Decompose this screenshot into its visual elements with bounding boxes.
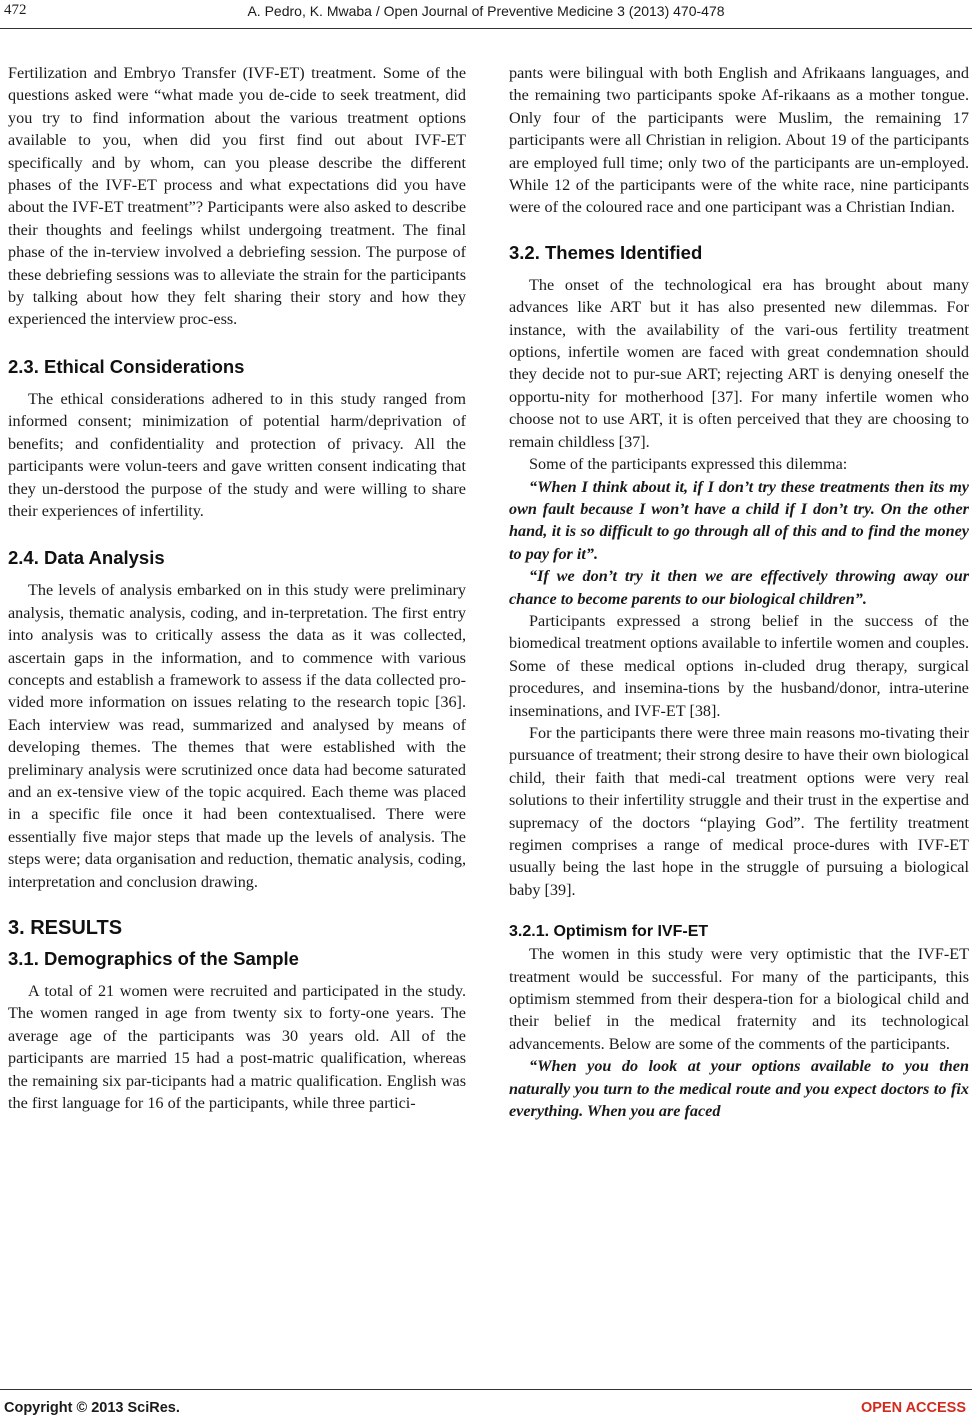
header-rule	[0, 28, 972, 29]
paragraph: The levels of analysis embarked on in this study were preliminary analysis, thematic analysis, coding, and in-terpretation. The first entry into analysis was to critically assess the data as it was collected, ascertain gaps in the information, and to commence with various concepts and establish a framework to assess if the data collected pro-vided more information on issues relating to the research topic [36]. Each interview was read, summarized and analysed by means of developing themes. The themes that were established with the preliminary analysis were scrutinized once data had become saturated and an ex-tensive view of the topic acquired. Each theme was placed in a specific file once it had been contextualised. There were essentially five major steps that made up the levels of analysis. The steps were; data organisation and reduction, thematic analysis, coding, interpretation and conclusion drawing.	[8, 581, 466, 891]
paragraph: The women in this study were very optimistic that the IVF-ET treatment would be successful. For many of the participants, this optimism stemmed from their despera-tion for a biological child and their belief in the medical fraternity and its technological advancements. Below are some of the comments of the participants.	[509, 945, 969, 1053]
section-heading-results: 3. RESULTS	[8, 917, 123, 939]
participant-quote: “When you do look at your options available to you then naturally you turn to the medical route and you expect doctors to fix everything. When you are faced	[509, 1057, 969, 1121]
left-column	[8, 62, 466, 1114]
right-column	[509, 62, 969, 1122]
participant-quote: “When I think about it, if I don’t try these treatments then its my own fault because I won’t have a child if I don’t try. On the other hand, it is so difficult to go through all of this and to find the money to pay for it”.	[509, 477, 969, 563]
section-heading-ethics: 2.3. Ethical Considerations	[8, 355, 245, 377]
paragraph: Participants expressed a strong belief in the success of the biomedical treatment options available to infertile women and couples. Some of these medical options in-cluded drug therapy, surgical procedures, and insemina-tions by the husband/donor, intra-uterine inseminations, and IVF-ET [38].	[509, 611, 969, 720]
section-heading-demographics: 3.1. Demographics of the Sample	[8, 948, 299, 969]
page-header	[0, 0, 972, 34]
paragraph: The onset of the technological era has brought about many advances like ART but it has also presented new dilemmas. For instance, with the availability of the vari-ous fertility treatment options, infertile women are faced with great condemnation should they decide not to pur-sue ART; rejecting ART is denying oneself the opportu-nity for motherhood [37]. For many infertile women who choose not to use ART, it is often perceived that they are choosing to remain childless [37].	[509, 275, 969, 451]
page-number: 472	[4, 2, 27, 18]
paragraph: For the participants there were three main reasons mo-tivating their pursuance of treatment; their strong desire to have their own biological child, their faith that medi-cal treatment options were very real solutions to their infertility struggle and their trust in the expertise and supremacy of the doctors “playing God”. The fertility treatment regimen comprises a range of medical proce-dures with IVF-ET usually being the last hope in the struggle of pursuing a biological baby [39].	[509, 723, 969, 899]
open-access-label: OPEN ACCESS	[860, 1400, 966, 1416]
paragraph: The ethical considerations adhered to in this study ranged from informed consent; minimization of potential harm/deprivation of benefits; and confidentiality and protection of privacy. All the participants were volun-teers and gave written consent indicating that they un-derstood the purpose of the study and were willing to share their experiences of infertility.	[8, 389, 466, 520]
copyright-notice: Copyright © 2013 SciRes.	[4, 1400, 180, 1416]
running-head: A. Pedro, K. Mwaba / Open Journal of Preventive Medicine 3 (2013) 470-478	[247, 3, 725, 19]
paragraph: Some of the participants expressed this dilemma:	[529, 455, 848, 474]
paragraph: A total of 21 women were recruited and participated in the study. The women ranged in age from twenty six to forty-one years. The average age of the participants was 30 years old. All of the participants are married 15 had a post-matric qualification, whereas the remaining six par-ticipants had a matric qualification. English was the first language for 16 of the participants, while three partici-	[8, 982, 466, 1113]
footer-rule	[0, 1389, 972, 1390]
page-footer	[0, 1389, 972, 1419]
participant-quote: “If we don’t try it then we are effectively throwing away our chance to become parents to our biological children”.	[509, 567, 969, 608]
section-heading-themes: 3.2. Themes Identified	[509, 241, 703, 263]
paragraph: Fertilization and Embryo Transfer (IVF-ET) treatment. Some of the questions asked were “what made you de-cide to seek treatment, did you try to find information about the various treatment options available to you, when did you first find out about IVF-ET specifically and by whom, can you please describe the different phases of the IVF-ET process and what expectations did you have about the IVF-ET treatment”? Participants were also asked to describe their thoughts and feelings whilst undergoing treatment. The final phase of the in-terview involved a debriefing session. The purpose of these debriefing sessions was to alleviate the strain for the participants by talking about how they felt sharing their story and how they experienced the interview proc-ess.	[8, 64, 466, 329]
subsection-heading-optimism: 3.2.1. Optimism for IVF-ET	[509, 923, 709, 941]
section-heading-data-analysis: 2.4. Data Analysis	[8, 547, 165, 569]
paragraph: pants were bilingual with both English and Afrikaans languages, and the remaining two participants spoke Af-rikaans as a mother tongue. Only four of the participants were Muslim, the remaining 17 participants were all Christian in religion. About 19 of the participants are employed full time; only two of the participants are un-employed. While 12 of the participants were of the white race, nine participants were of the coloured race and one participant was a Christian Indian.	[509, 64, 969, 217]
